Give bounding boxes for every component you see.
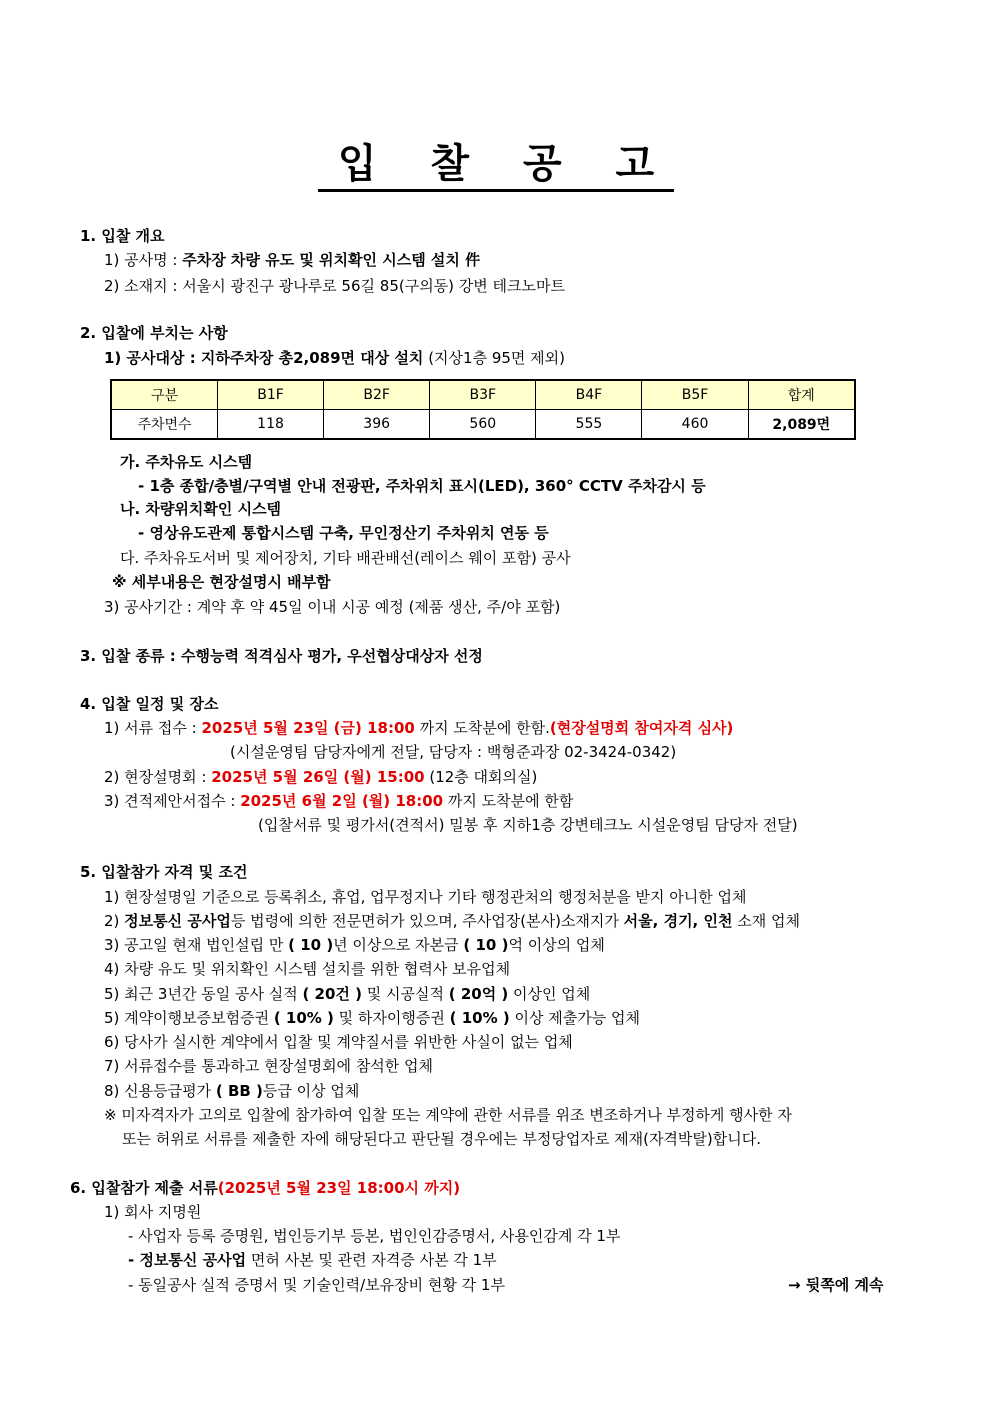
s6-detail-2-license: 정보통신 공사업	[139, 1251, 247, 1269]
th-b2f: B2F	[324, 380, 430, 410]
parking-table	[110, 379, 856, 440]
s5-item-6	[104, 1008, 640, 1028]
s2-ga-detail: - 1층 종합/층별/구역별 안내 전광판, 주차위치 표시(LED), 360° CCTV 주차감시 등	[138, 477, 706, 495]
s5-item-3-years: ( 10 )	[288, 936, 334, 954]
s1-item-1-label: 1) 공사명 :	[104, 251, 183, 269]
s5-item-3-a: 3) 공고일 현재 법인설립 만	[104, 936, 289, 954]
s2-item-3: 3) 공사기간 : 계약 후 약 45일 이내 시공 예정 (제품 생산, 주/야 포함)	[104, 598, 561, 616]
td-total: 2,089면	[748, 410, 855, 440]
td-b2f: 396	[324, 410, 430, 440]
s2-item-1	[104, 348, 565, 368]
s2-ga: 가. 주차유도 시스템	[120, 453, 253, 471]
s4-item-1-note: (현장설명회 참여자격 심사)	[549, 719, 734, 737]
parking-table-header	[111, 380, 855, 410]
s6-detail-2	[128, 1250, 497, 1270]
s4-item-1-mid: 까지 도착분에 한함.	[414, 719, 550, 737]
s5-item-9-a: 8) 신용등급평가	[104, 1082, 216, 1100]
page-title-text: 입 찰 공 고	[318, 141, 674, 192]
s1-item-1	[104, 250, 480, 270]
s5-item-3-c: 년 이상으로 자본금	[333, 936, 464, 954]
s4-item-3-date: 2025년 6월 2일 (월) 18:00	[240, 792, 444, 810]
s5-item-7: 6) 당사가 실시한 계약에서 입찰 및 계약질서를 위반한 사실이 없는 업체	[104, 1033, 573, 1051]
s5-item-2-text: 등 법령에 의한 전문면허가 있으며, 주사업장(본사)소재지가	[230, 912, 624, 930]
th-b3f: B3F	[430, 380, 536, 410]
s1-item-2: 2) 소재지 : 서울시 광진구 광나루로 56길 85(구의동) 강변 테크노마트	[104, 277, 566, 295]
s6-detail-1: - 사업자 등록 증명원, 법인등기부 등본, 법인인감증명서, 사용인감계 각 1부	[128, 1227, 621, 1245]
th-b4f: B4F	[536, 380, 642, 410]
s2-da: 다. 주차유도서버 및 제어장치, 기타 배관배선(레이스 웨이 포함) 공사	[120, 549, 571, 567]
s5-item-2-license: 정보통신 공사업	[124, 912, 231, 930]
s5-item-6-e: 이상 제출가능 업체	[509, 1009, 640, 1027]
s6-item-1: 1) 회사 지명원	[104, 1203, 202, 1221]
s5-item-5-c: 및 시공실적	[361, 985, 449, 1003]
s2-na-detail: - 영상유도관제 통합시스템 구축, 무인정산기 주차위치 연동 등	[138, 524, 549, 542]
parking-table-row	[111, 410, 855, 440]
td-b1f: 118	[217, 410, 323, 440]
section-6-title: 6. 입찰참가 제출 서류	[70, 1179, 218, 1197]
th-b1f: B1F	[217, 380, 323, 410]
section-2-heading: 2. 입찰에 부치는 사항	[80, 324, 228, 342]
s5-item-5-a: 5) 최근 3년간 동일 공사 실적	[104, 985, 303, 1003]
s6-detail-2-text: 면허 사본 및 관련 자격증 사본 각 1부	[246, 1251, 497, 1269]
s5-item-5-amount: ( 20억 )	[448, 985, 509, 1003]
s1-item-1-value: 주차장 차량 유도 및 위치확인 시스템 설치 件	[182, 251, 481, 269]
s4-item-3	[104, 791, 573, 811]
s5-item-5-count: ( 20건 )	[302, 985, 362, 1003]
section-6-deadline: (2025년 5월 23일 18:00시 까지)	[217, 1179, 461, 1197]
s5-item-6-a: 5) 계약이행보증보험증권	[104, 1009, 274, 1027]
s5-item-6-c: 및 하자이행증권	[333, 1009, 450, 1027]
section-5-heading: 5. 입찰참가 자격 및 조건	[80, 863, 248, 881]
th-total: 합계	[748, 380, 855, 410]
s5-item-9-grade: ( BB )	[215, 1082, 263, 1100]
s2-note: ※ 세부내용은 현장설명시 배부함	[112, 573, 331, 591]
s6-detail-2-dash: -	[128, 1251, 140, 1269]
section-4-heading: 4. 입찰 일정 및 장소	[80, 695, 219, 713]
s5-note-2: 또는 허위로 서류를 제출한 자에 해당된다고 판단될 경우에는 부정당업자로 제재(자격박탈)합니다.	[122, 1130, 761, 1148]
s4-item-2-rest: (12층 대회의실)	[424, 768, 538, 786]
s5-item-3-capital: ( 10 )	[463, 936, 509, 954]
s5-item-6-bond: ( 10% )	[273, 1009, 334, 1027]
s5-item-4: 4) 차량 유도 및 위치확인 시스템 설치를 위한 협력사 보유업체	[104, 960, 511, 978]
s4-item-3-rest: 까지 도착분에 한함	[443, 792, 574, 810]
s5-item-2-region: 서울, 경기, 인천	[623, 912, 733, 930]
s5-item-3-e: 억 이상의 업체	[508, 936, 605, 954]
section-6-heading	[70, 1178, 460, 1198]
s4-item-1-label: 1) 서류 접수 :	[104, 719, 202, 737]
s5-item-5	[104, 984, 590, 1004]
s6-detail-3: - 동일공사 실적 증명서 및 기술인력/보유장비 현황 각 1부	[128, 1276, 505, 1294]
td-b3f: 560	[430, 410, 536, 440]
s5-item-2	[104, 911, 800, 931]
section-3-heading: 3. 입찰 종류 : 수행능력 적격심사 평가, 우선협상대상자 선정	[80, 647, 483, 665]
s2-item-1-bold: 1) 공사대상 : 지하주차장 총2,089면 대상 설치	[104, 349, 424, 367]
s5-item-6-warranty: ( 10% )	[449, 1009, 510, 1027]
s4-item-3-label: 3) 견적제안서접수 :	[104, 792, 241, 810]
s4-item-2-date: 2025년 5월 26일 (월) 15:00	[211, 768, 425, 786]
s2-item-1-rest: (지상1층 95면 제외)	[423, 349, 566, 367]
s4-item-3-sub: (입찰서류 및 평가서(견적서) 밀봉 후 지하1층 강변테크노 시설운영팀 담당자 전달)	[258, 816, 798, 834]
s5-item-9	[104, 1081, 359, 1101]
s2-na: 나. 차량위치확인 시스템	[120, 500, 282, 518]
s4-item-2	[104, 767, 537, 787]
td-category: 주차면수	[111, 410, 217, 440]
s4-item-2-label: 2) 현장설명회 :	[104, 768, 212, 786]
s5-item-8: 7) 서류접수를 통과하고 현장설명회에 참석한 업체	[104, 1057, 434, 1075]
th-b5f: B5F	[642, 380, 748, 410]
s4-item-1-date: 2025년 5월 23일 (금) 18:00	[201, 719, 415, 737]
page-title	[0, 132, 992, 189]
s5-item-9-c: 등급 이상 업체	[262, 1082, 360, 1100]
td-b5f: 460	[642, 410, 748, 440]
s5-note-1: ※ 미자격자가 고의로 입찰에 참가하여 입찰 또는 계약에 관한 서류를 위조 변조하거나 부정하게 행사한 자	[104, 1106, 792, 1124]
s5-item-2-num: 2)	[104, 912, 125, 930]
s5-item-2-end: 소재 업체	[732, 912, 800, 930]
s4-item-1	[104, 718, 733, 738]
s5-item-3	[104, 935, 605, 955]
s4-item-1-sub: (시설운영팀 담당자에게 전달, 담당자 : 백형준과장 02-3424-0342)	[230, 743, 677, 761]
s5-item-5-e: 이상인 업체	[508, 985, 591, 1003]
td-b4f: 555	[536, 410, 642, 440]
s5-item-1: 1) 현장설명일 기준으로 등록취소, 휴업, 업무정지나 기타 행정관처의 행정처분을 받지 아니한 업체	[104, 888, 747, 906]
section-1-heading: 1. 입찰 개요	[80, 227, 165, 245]
th-category: 구분	[111, 380, 217, 410]
continue-note: → 뒷쪽에 계속	[788, 1276, 884, 1294]
